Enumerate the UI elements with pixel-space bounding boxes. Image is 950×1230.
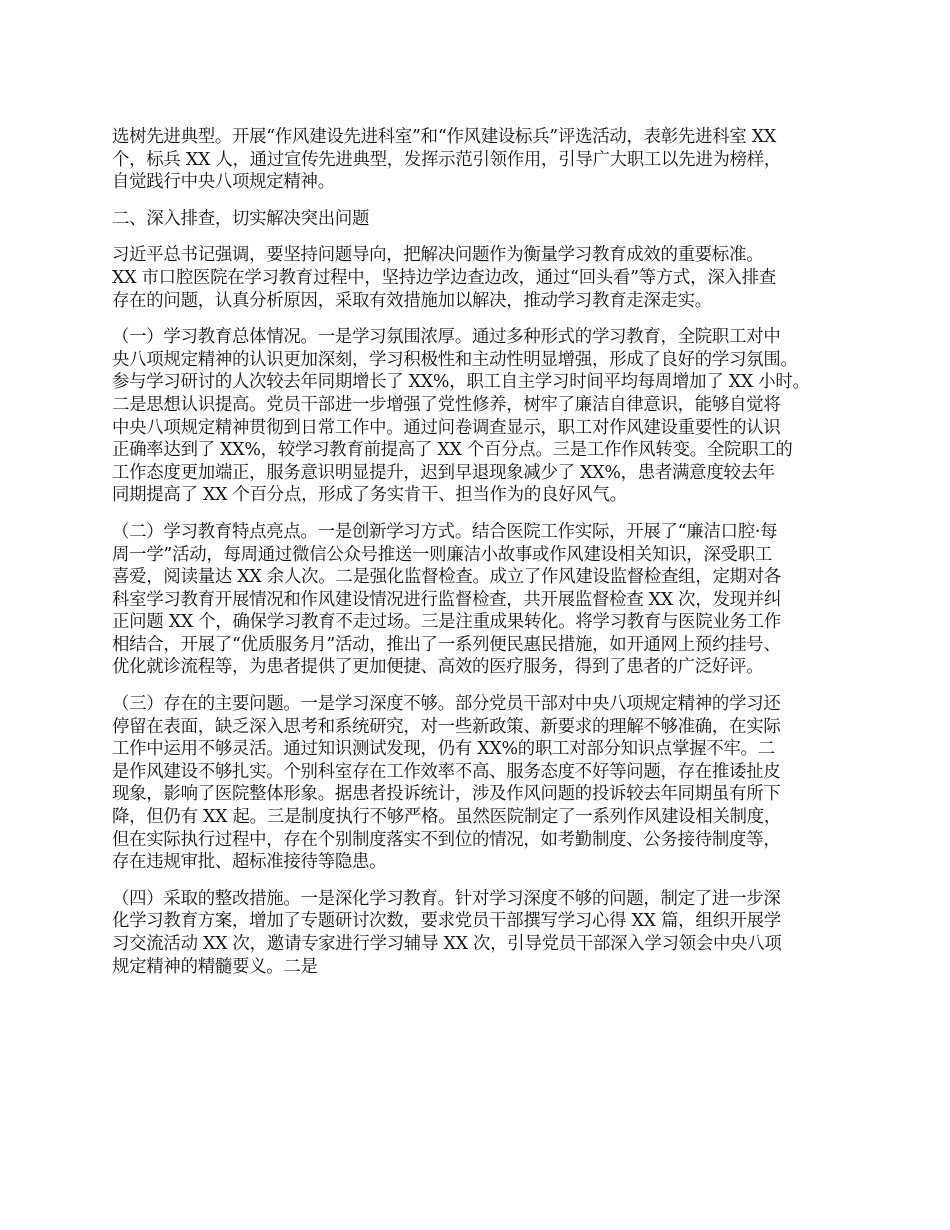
section-heading-2: 二、深入排查，切实解决突出问题 bbox=[112, 208, 370, 229]
paragraph-subsection-2: （二）学习教育特点亮点。一是创新学习方式。结合医院工作实际，开展了“廉洁口腔·每 周一学”活动，每周通过微信公众号推送一则廉洁小故事或作风建设相关知识，深受职工 喜爱，阅读量达 XX 余人次。二是强化监督检查。成立了作风建设监督检查组，定期对各 科室学习教育开展情况和作风建设情况进行监督检查，共开展监督检查 XX 次，发现并纠 正问题 XX 个，确保学习教育不走过场。三是注重成果转化。将学习教育与医院业务工作 相结合，开展了“优质服务月”活动，推出了一系列便民惠民措施，如开通网上预约挂号、 优化就诊流程等，为患者提供了更加便捷、高效的医疗服务，得到了患者的广泛好评。 bbox=[112, 521, 782, 678]
document-body bbox=[112, 126, 852, 992]
paragraph-section-2-intro: 习近平总书记强调，要坚持问题导向，把解决问题作为衡量学习教育成效的重要标准。 XX 市口腔医院在学习教育过程中，坚持边学边查边改，通过“回头看”等方式，深入排查 存在的问题，认真分析原因，采取有效措施加以解决，推动学习教育走深走实。 bbox=[112, 245, 776, 311]
paragraph-subsection-3: （三）存在的主要问题。一是学习深度不够。部分党员干部对中央八项规定精神的学习还 停留在表面，缺乏深入思考和系统研究，对一些新政策、新要求的理解不够准确，在实际 工作中运用不够灵活。通过知识测试发现，仍有 XX%的职工对部分知识点掌握不牢。二 是作风建设不够扎实。个别科室存在工作效率不高、服务态度不好等问题，存在推诿扯皮 现象，影响了医院整体形象。据患者投诉统计，涉及作风问题的投诉较去年同期虽有所下 降，但仍有 XX 起。三是制度执行不够严格。虽然医院制定了一系列作风建设相关制度， 但在实际执行过程中，存在个别制度落实不到位的情况，如考勤制度、公务接待制度等， 存在违规审批、超标准接待等隐患。 bbox=[112, 694, 782, 873]
paragraph-subsection-1: （一）学习教育总体情况。一是学习氛围浓厚。通过多种形式的学习教育，全院职工对中 央八项规定精神的认识更加深刻，学习积极性和主动性明显增强，形成了良好的学习氛围。 参与学习研讨的人次较去年同期增长了 XX%，职工自主学习时间平均每周增加了 XX 小时。 二是思想认识提高。党员干部进一步增强了党性修养，树牢了廉洁自律意识，能够自觉将 中央八项规定精神贯彻到日常工作中。通过问卷调查显示，职工对作风建设重要性的认识 正确率达到了 XX%，较学习教育前提高了 XX 个百分点。三是工作作风转变。全院职工的 工作态度更加端正，服务意识明显提升，迟到早退现象减少了 XX%，患者满意度较去年 同期提高了 XX 个百分点，形成了务实肯干、担当作为的良好风气。 bbox=[112, 327, 810, 506]
paragraph-intro-continued: 选树先进典型。开展“作风建设先进科室”和“作风建设标兵”评选活动，表彰先进科室 XX 个，标兵 XX 人，通过宣传先进典型，发挥示范引领作用，引导广大职工以先进为榜样， 自觉践行中央八项规定精神。 bbox=[112, 127, 782, 193]
paragraph-subsection-4: （四）采取的整改措施。一是深化学习教育。针对学习深度不够的问题，制定了进一步深 化学习教育方案，增加了专题研讨次数，要求党员干部撰写学习心得 XX 篇，组织开展学 习交流活动 XX 次，邀请专家进行学习辅导 XX 次，引导党员干部深入学习领会中央八项 规定精神的精髓要义。二是 bbox=[112, 888, 782, 977]
